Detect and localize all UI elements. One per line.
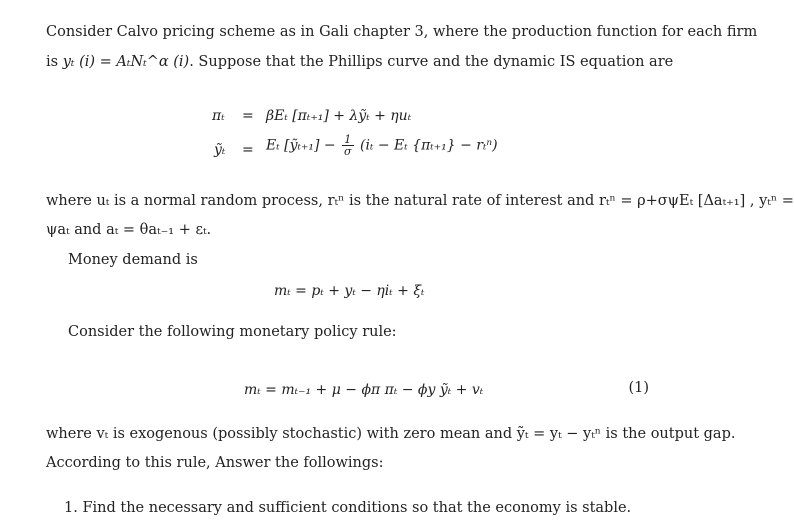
money-demand-label: Money demand is: [68, 252, 198, 268]
phillips-lhs: πₜ: [212, 108, 225, 124]
intro-line-2-prefix: is: [46, 54, 63, 70]
is-lhs: ỹₜ: [214, 142, 226, 158]
phillips-rhs: βEₜ [πₜ₊₁] + λỹₜ + ηuₜ: [266, 108, 412, 124]
where-line-1: where uₜ is a normal random process, rₜⁿ is the natural rate of interest and rₜⁿ = ρ+σψEₜ [Δaₜ₊₁] , yₜⁿ =: [46, 193, 794, 209]
after-line-1: where vₜ is exogenous (possibly stochastic) with zero mean and ỹₜ = yₜ − yₜⁿ is the output gap.: [46, 426, 736, 442]
production-function: yₜ (i) = AₜNₜ^α (i): [62, 54, 190, 70]
is-rhs-part-a: Eₜ [ỹₜ₊₁] −: [266, 137, 336, 154]
intro-line-2: [46, 52, 673, 72]
intro-line-1: Consider Calvo pricing scheme as in Gali chapter 3, where the production function for each firm: [46, 24, 758, 40]
is-fraction-numerator: 1: [342, 134, 354, 146]
equation-number: (1): [628, 380, 649, 396]
policy-rule-label: Consider the following monetary policy rule:: [68, 324, 397, 340]
policy-rule-equation: mₜ = mₜ₋₁ + μ − ϕπ πₜ − ϕy ỹₜ + vₜ: [244, 382, 484, 398]
is-fraction: [342, 134, 354, 157]
question-1: 1. Find the necessary and sufficient conditions so that the economy is stable.: [64, 500, 632, 516]
intro-line-2-suffix: . Suppose that the Phillips curve and the dynamic IS equation are: [189, 54, 674, 70]
is-equals: =: [242, 142, 254, 158]
money-demand-equation: mₜ = pₜ + yₜ − ηiₜ + ξₜ: [274, 283, 425, 299]
is-fraction-denominator: σ: [344, 145, 352, 158]
is-rhs-part-b: (iₜ − Eₜ {πₜ₊₁} − rₜⁿ): [360, 137, 498, 154]
after-line-2: According to this rule, Answer the followings:: [46, 455, 384, 471]
is-rhs: [266, 134, 498, 157]
phillips-equals: =: [242, 108, 254, 124]
where-line-2: ψaₜ and aₜ = θaₜ₋₁ + εₜ.: [46, 222, 212, 238]
